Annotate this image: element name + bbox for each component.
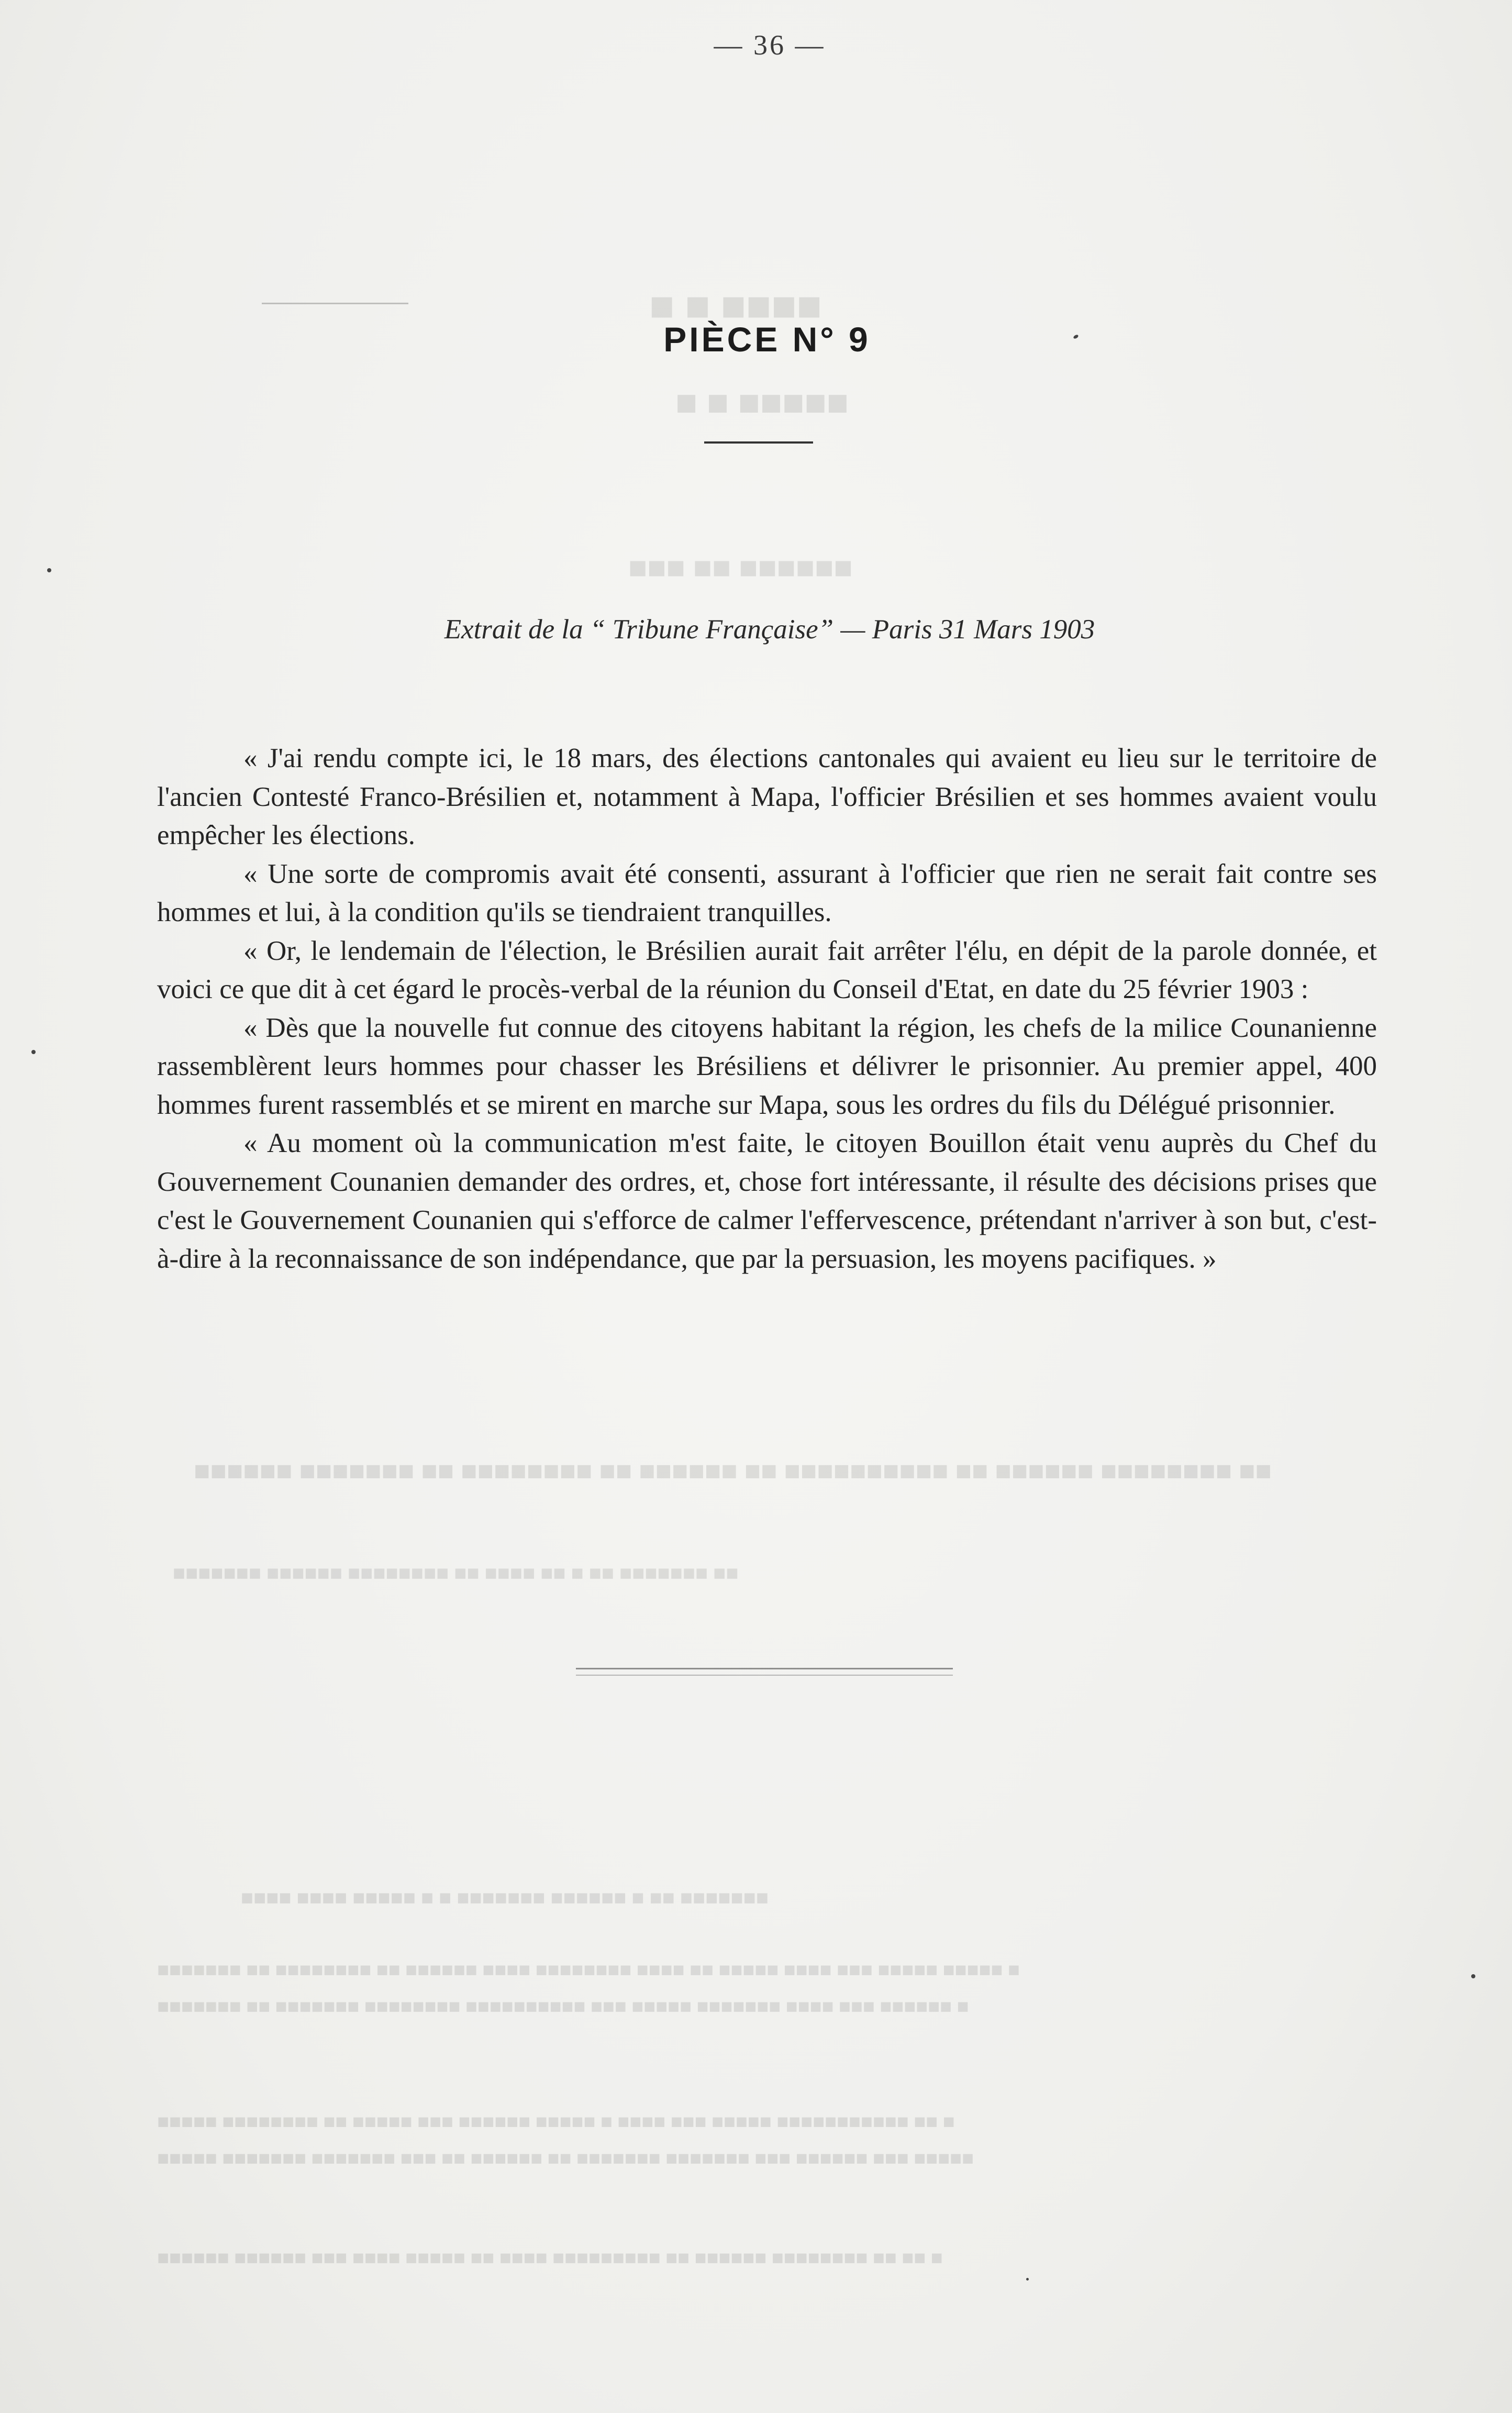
bleed-through-rule: [576, 1675, 953, 1676]
title-divider: [704, 441, 813, 444]
ink-speck: [47, 568, 51, 572]
article-body: [157, 739, 1377, 1278]
source-citation: Extrait de la “ Tribune Française” — Paris 31 Mars 1903: [444, 614, 1095, 645]
ink-speck: [1471, 1974, 1475, 1978]
page-title: PIÈCE N° 9: [663, 320, 871, 359]
paragraph: « Une sorte de compromis avait été consenti, assurant à l'officier que rien ne serait fait contre ses hommes et lui, à la condition qu'ils se tiendraient tranquilles.: [157, 858, 1377, 927]
ink-speck: [31, 1050, 36, 1054]
bleed-through-mark: ■■■■■ ■■■ ■■■■■■ ■■■ ■■■■■■■ ■■■■■■■ ■■ ■■■■■■ ■■ ■■■ ■■■■■■■ ■■■■■■■ ■■■■■: [157, 2148, 974, 2170]
bleed-through-mark: ■ ■■ ■■■■■■■■■■■ ■■■■■ ■■■ ■■■■ ■ ■■■■■ ■■■■■■ ■■■ ■■■■■ ■■ ■■■■■■■■ ■■■■■: [157, 2111, 955, 2133]
bleed-through-mark: ■ ■■■■■ ■■■■■ ■■■ ■■■■ ■■■■■ ■■ ■■■■ ■■■■■■■■ ■■■■ ■■■■■■ ■■ ■■■■■■■■ ■■ ■■■■■■■: [157, 1959, 1020, 1981]
bleed-through-mark: ■■■■■■ ■■ ■■■: [628, 550, 853, 585]
bleed-through-mark: ■■■■ ■ ■: [649, 283, 822, 329]
bleed-through-mark: ■■ ■■■■■■■ ■■ ■ ■■ ■■■■ ■■ ■■■■■■■■ ■■■■■■ ■■■■■■■: [173, 1561, 739, 1585]
page-number: — 36 —: [714, 29, 826, 61]
bleed-through-mark: ■■■■■ ■ ■: [675, 383, 849, 423]
paragraph: « J'ai rendu compte ici, le 18 mars, des élections cantonales qui avaient eu lieu sur le territoire de l'ancien Contesté Franco-Brésilien et, notamment à Mapa, l'officier Brésilien et ses hommes avaient voulu empêcher les élections.: [157, 743, 1377, 850]
bleed-through-mark: ■■■■■■■ ■■ ■ ■■■■■■ ■■■■■■■ ■ ■ ■■■■■ ■■■■ ■■■■: [241, 1886, 769, 1909]
bleed-through-rule: [576, 1668, 953, 1669]
ink-speck: [1026, 2278, 1029, 2281]
bleed-through-mark: ■■ ■■■■■■■■ ■■■■■■ ■■ ■■■■■■■■■■ ■■ ■■■■■■ ■■ ■■■■■■■■ ■■ ■■■■■■■ ■■■■■■: [194, 1456, 1272, 1486]
bleed-through-mark: ■ ■■■■■■ ■■■ ■■■■ ■■■■■■■ ■■■■■ ■■■ ■■■■■■■■■■ ■■■■■■■■ ■■■■■■■ ■■ ■■■■■■■: [157, 1996, 969, 2018]
paragraph: « Or, le lendemain de l'élection, le Brésilien aurait fait arrêter l'élu, en dépit de la parole donnée, et voici ce que dit à cet égard le procès-verbal de la réunion du Conseil d'Etat, en date du 25 février 1903 :: [157, 935, 1377, 1004]
paragraph: « Dès que la nouvelle fut connue des citoyens habitant la région, les chefs de la milice Counanienne rassemblèrent leurs hommes pour chasser les Brésiliens et délivrer le prisonnier. Au premier appel, 400 hommes furent rassemblés et se mirent en marche sur Mapa, sous les ordres du fils du Délégué prisonnier.: [157, 1012, 1377, 1120]
bleed-through-rule: [262, 303, 408, 304]
paragraph: « Au moment où la communication m'est faite, le citoyen Bouillon était venu auprès du Chef du Gouvernement Counanien demander des ordres, et, chose fort intéressante, il résulte des décisions prises que c'est le Gouvernement Counanien qui s'efforce de calmer l'effervescence, prétendant n'arriver à son but, c'est-à-dire à la reconnaissance de son indépendance, que par la persuasion, les moyens pacifiques. »: [157, 1128, 1377, 1274]
bleed-through-mark: ■ ■■ ■■ ■■■■■■■■ ■■■■■■ ■■ ■■■■■■■■■ ■■■■ ■■ ■■■■■ ■■■■ ■■■ ■■■■■■ ■■■■■■: [157, 2247, 943, 2269]
